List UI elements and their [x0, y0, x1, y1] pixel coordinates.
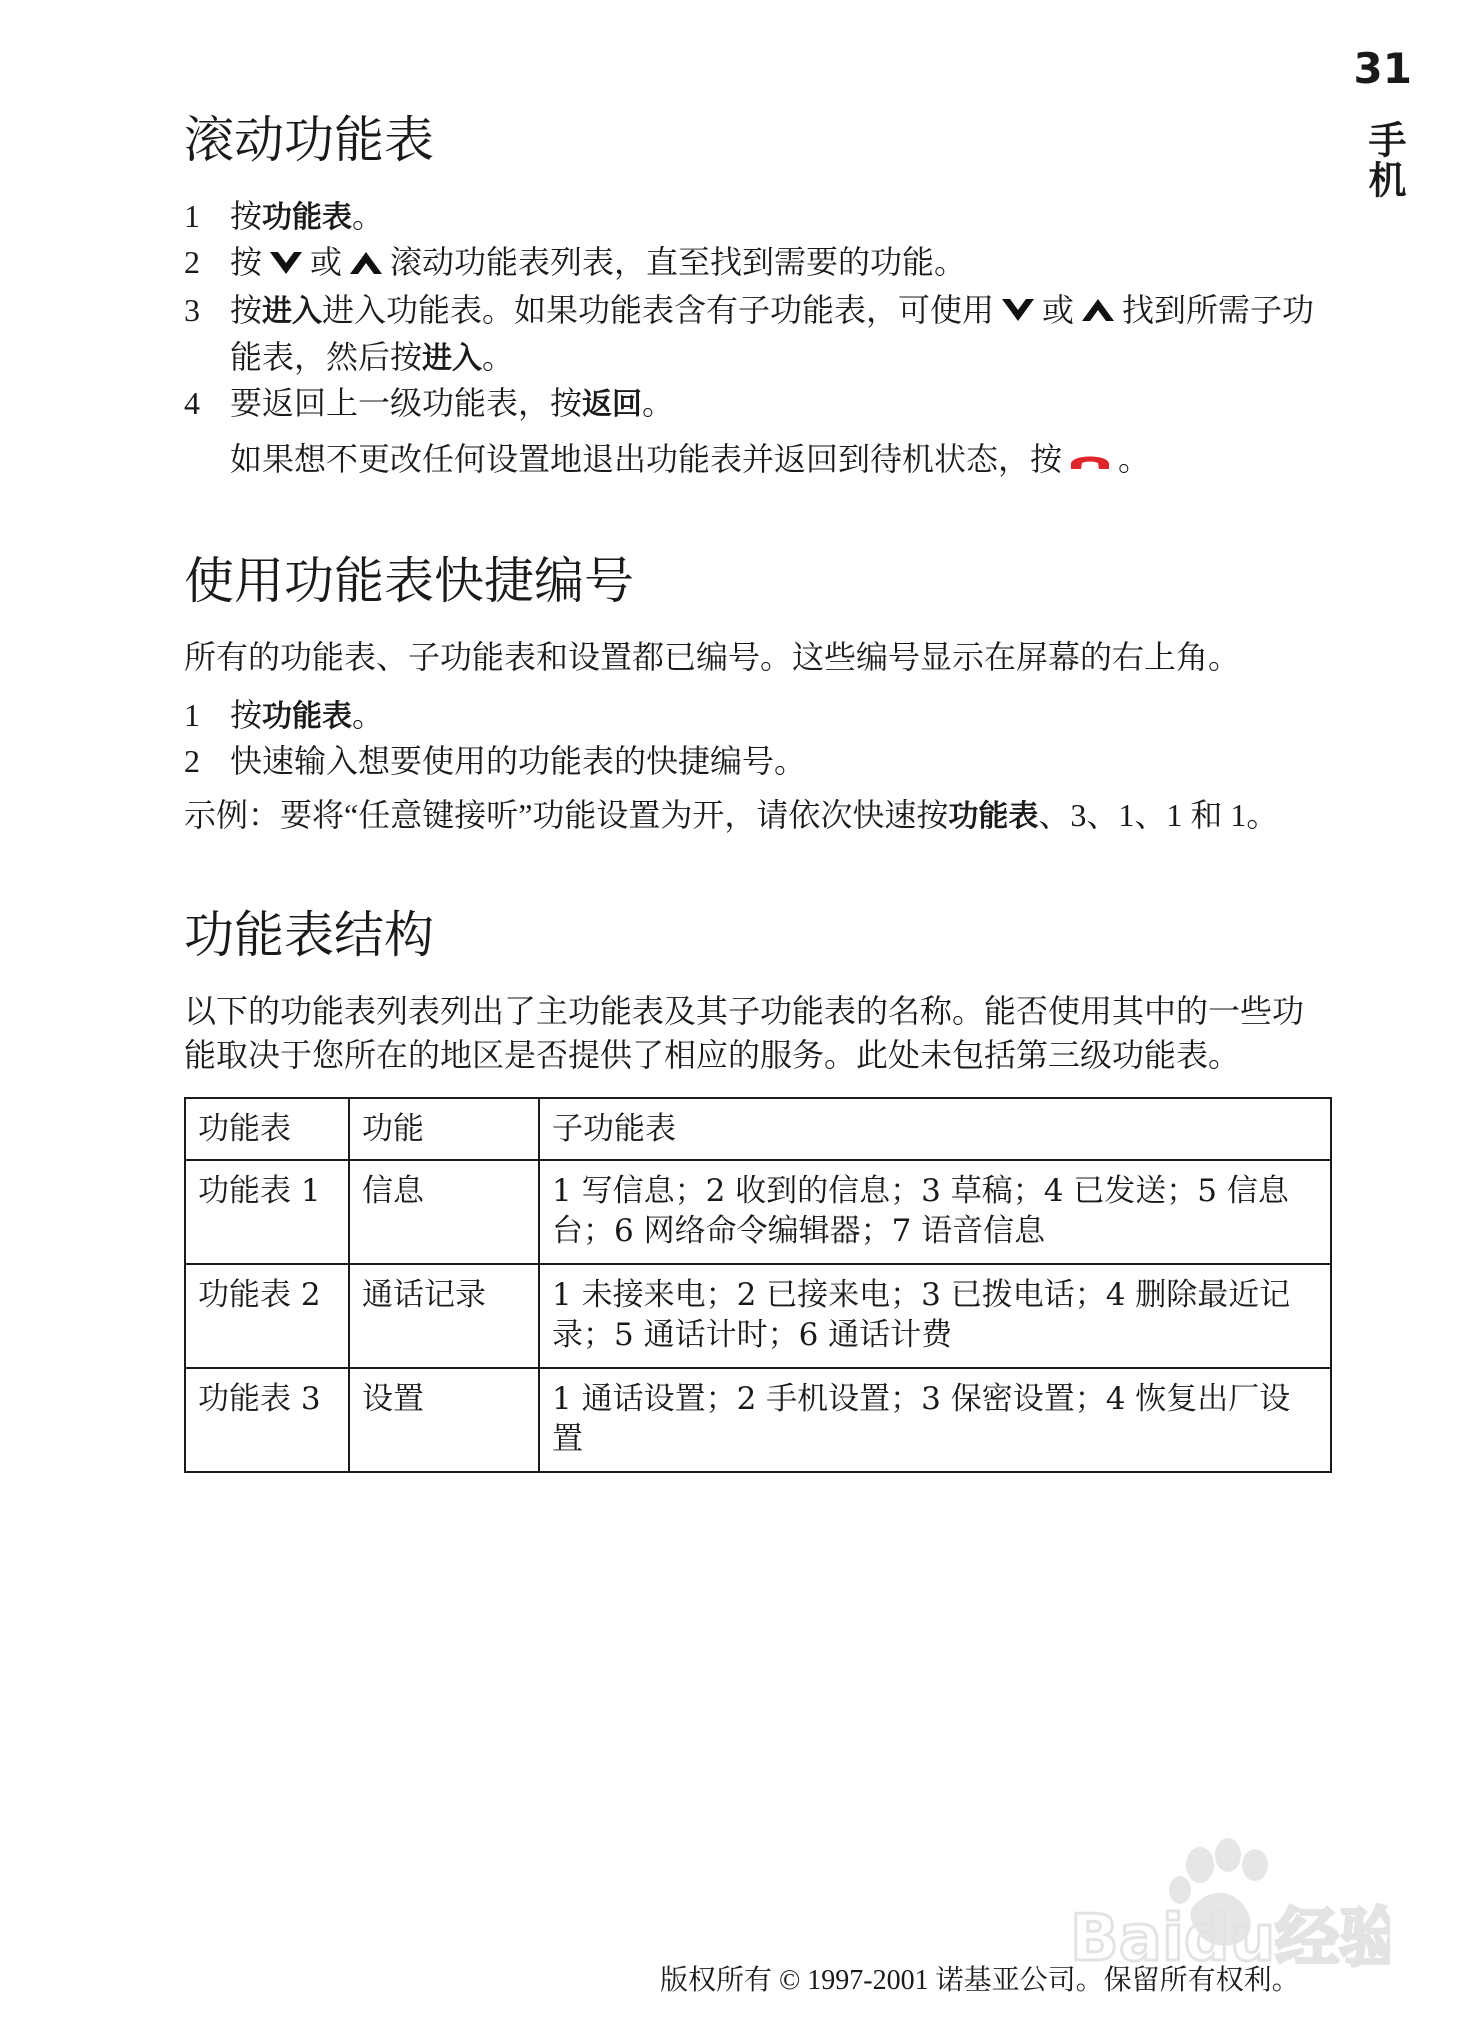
step-number: 2	[184, 742, 200, 779]
scroll-down-icon	[268, 244, 304, 288]
key-label: 进入	[422, 341, 483, 377]
section-menu-shortcuts	[184, 541, 1334, 839]
page-number: 31	[1353, 44, 1412, 93]
table-cell: 功能表 3	[185, 1368, 349, 1472]
step-text: 滚动功能表列表，直至找到需要的功能。	[390, 244, 967, 280]
table-cell: 1 未接来电；2 已接来电；3 已拨电话；4 删除最近记录；5 通话计时；6 通话计费	[539, 1264, 1331, 1368]
step-text: 找到所需子功能表，然后按	[230, 291, 1315, 376]
section-title: 使用功能表快捷编号	[184, 551, 634, 610]
table-row	[185, 1160, 1331, 1264]
step-list	[184, 693, 1334, 783]
step-item	[184, 381, 1334, 427]
step-text: 按	[230, 696, 263, 733]
table-cell: 功能表 1	[185, 1160, 349, 1264]
scroll-down-icon	[1000, 291, 1036, 335]
step-text: 。	[352, 696, 385, 733]
step-text: 。	[482, 339, 515, 376]
step-item	[184, 240, 1334, 288]
example-part: 、3、1、1 和 1。	[1038, 796, 1279, 833]
copyright-notice: 版权所有 © 1997-2001 诺基亚公司。保留所有权利。	[660, 1965, 1300, 1996]
column-header: 功能	[349, 1098, 539, 1160]
step-item	[184, 288, 1334, 382]
key-label: 进入	[262, 293, 323, 329]
watermark-text: Baidu经验	[1070, 1902, 1390, 1976]
table-cell: 信息	[349, 1160, 539, 1264]
step-text: 按	[230, 244, 263, 280]
menu-structure-table	[184, 1097, 1332, 1473]
table-cell: 功能表 2	[185, 1264, 349, 1368]
step-number: 1	[184, 198, 200, 234]
chapter-tab: 手机	[1362, 120, 1406, 200]
table-row	[185, 1264, 1331, 1368]
section-intro: 以下的功能表列表列出了主功能表及其子功能表的名称。能否使用其中的一些功能取决于您所在的地区是否提供了相应的服务。此处未包括第三级功能表。	[184, 992, 1305, 1073]
key-label: 功能表	[948, 798, 1039, 834]
table-cell: 1 写信息；2 收到的信息；3 草稿；4 已发送；5 信息台；6 网络命令编辑器；7 语音信息	[539, 1160, 1331, 1264]
step-text: 要返回上一级功能表，按	[230, 385, 583, 422]
step-text: 或	[310, 244, 343, 280]
page-content	[184, 100, 1334, 1529]
example-part: 示例：要将“任意键接听”功能设置为开，请依次快速按	[184, 796, 949, 833]
table-cell: 设置	[349, 1368, 539, 1472]
table-cell: 通话记录	[349, 1264, 539, 1368]
column-header: 子功能表	[539, 1098, 1331, 1160]
step-note	[184, 437, 1334, 485]
step-text: 。	[352, 198, 385, 234]
scroll-up-icon	[1080, 291, 1116, 335]
step-text: 按	[230, 198, 263, 234]
step-item	[184, 194, 1334, 240]
step-number: 1	[184, 696, 200, 733]
note-text: 如果想不更改任何设置地退出功能表并返回到待机状态，按	[230, 441, 1063, 478]
key-label: 功能表	[262, 698, 353, 734]
step-text: 进入功能表。如果功能表含有子功能表，可使用	[322, 291, 995, 328]
table-header-row	[185, 1098, 1331, 1160]
step-list	[184, 194, 1334, 427]
step-text: 。	[642, 385, 675, 422]
step-text: 或	[1042, 291, 1075, 328]
section-menu-structure	[184, 895, 1334, 1473]
key-label: 功能表	[262, 200, 353, 235]
step-text: 按	[230, 291, 263, 328]
key-label: 返回	[582, 387, 643, 423]
step-item	[184, 739, 1334, 783]
end-call-icon	[1068, 441, 1112, 485]
column-header: 功能表	[185, 1098, 349, 1160]
step-number: 4	[184, 385, 200, 422]
scroll-up-icon	[348, 244, 384, 288]
step-text: 快速输入想要使用的功能表的快捷编号。	[230, 742, 807, 779]
section-title: 滚动功能表	[184, 111, 434, 169]
section-scroll-menu	[184, 100, 1334, 485]
step-item	[184, 693, 1334, 739]
step-number: 3	[184, 291, 200, 328]
table-row	[185, 1368, 1331, 1472]
step-number: 2	[184, 244, 200, 280]
example-text	[184, 793, 1334, 839]
section-intro: 所有的功能表、子功能表和设置都已编号。这些编号显示在屏幕的右上角。	[184, 638, 1241, 675]
note-text: 。	[1118, 441, 1151, 478]
section-title: 功能表结构	[184, 905, 434, 964]
table-cell: 1 通话设置；2 手机设置；3 保密设置；4 恢复出厂设置	[539, 1368, 1331, 1472]
